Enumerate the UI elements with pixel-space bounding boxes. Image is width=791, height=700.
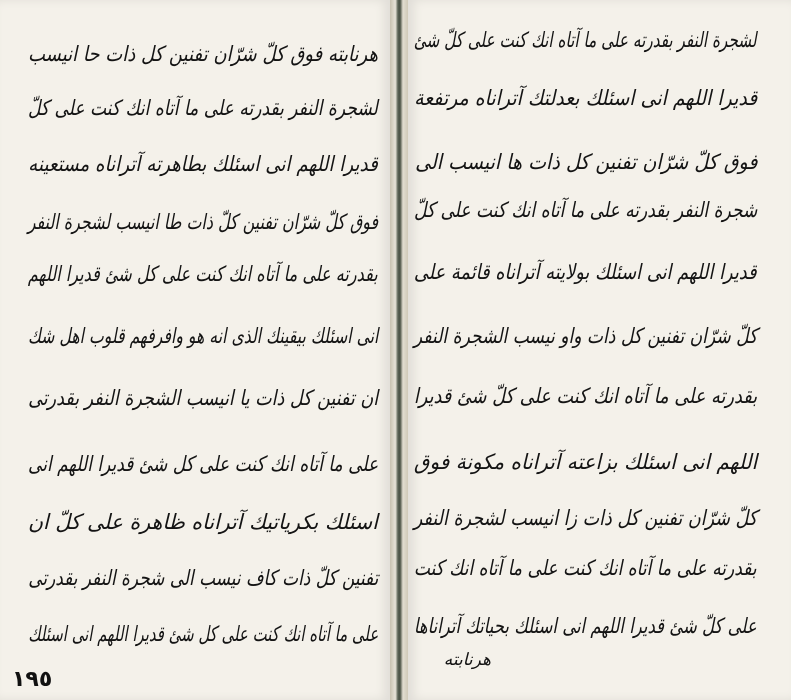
right-page-text xyxy=(408,0,791,700)
manuscript-line: شجرة النفر بقدرته على ما آتاه انك كنت على كلّ xyxy=(413,198,757,222)
manuscript-line: كلّ شرّان تفنين كل ذات واو نيسب الشجرة النفر xyxy=(413,324,757,348)
manuscript-line: انى اسئلك بيقينك الذى انه هو وافرفهم قلوب اهل شك xyxy=(27,324,378,348)
manuscript-line: اللهم انى اسئلك بزاعته آتراناه مكونة فوق xyxy=(413,450,757,474)
manuscript-line: فوق كلّ شرّان تفنين كلّ ذات طا انيسب لشجرة النفر xyxy=(27,210,378,234)
manuscript-line: فوق كلّ شرّان تفنين كل ذات ها انيسب الى xyxy=(414,150,757,174)
left-page-text xyxy=(0,0,390,700)
manuscript-line: قديرا اللهم انى اسئلك بطاهرته آتراناه مستعينه xyxy=(28,152,378,176)
manuscript-line: هرنابته xyxy=(443,650,491,670)
manuscript-line: لشجرة النفر بقدرته على ما آتاه انك كنت على كلّ xyxy=(28,96,378,120)
right-page xyxy=(408,0,791,700)
manuscript-line: بقدرته على ما آتاه انك كنت على كلّ شئ قديرا xyxy=(413,384,757,408)
manuscript-line: قديرا اللهم انى اسئلك بولايته آتراناه قائمة على xyxy=(414,260,757,284)
manuscript-line: بقدرته على ما آتاه انك كنت على كل شئ قديرا اللهم xyxy=(28,262,378,286)
manuscript-line: كلّ شرّان تفنين كل ذات زا انيسب لشجرة النفر xyxy=(413,506,757,530)
manuscript-line: اسئلك بكرياتيك آتراناه ظاهرة على كلّ ان xyxy=(28,510,378,534)
book-gutter xyxy=(390,0,408,700)
manuscript-line: هرنابته فوق كلّ شرّان تفنين كل ذات حا انيسب xyxy=(27,42,378,66)
manuscript-line: لشجرة النفر بقدرته على ما آتاه انك كنت على كلّ شئ xyxy=(414,28,757,52)
manuscript-line: بقدرته على ما آتاه انك كنت على ما آتاه انك كنت xyxy=(414,556,757,580)
manuscript-line: ان تفنين كل ذات يا انيسب الشجرة النفر بقدرتى xyxy=(28,386,378,410)
manuscript-line: تفنين كلّ ذات كاف نيسب الى شجرة النفر بقدرتى xyxy=(27,566,378,590)
manuscript-line: على ما آتاه انك كنت على كل شئ قديرا اللهم انى xyxy=(27,452,378,476)
manuscript-line: على ما آتاه انك كنت على كل شئ قديرا اللهم انى اسئلك xyxy=(28,622,378,646)
manuscript-line: على كلّ شئ قديرا اللهم انى اسئلك بحياتك آتراناها xyxy=(414,614,757,638)
manuscript-line: قديرا اللهم انى اسئلك بعدلتك آتراناه مرتفعة xyxy=(413,86,757,110)
left-page xyxy=(0,0,390,700)
page-number: ١٩٥ xyxy=(12,667,53,692)
